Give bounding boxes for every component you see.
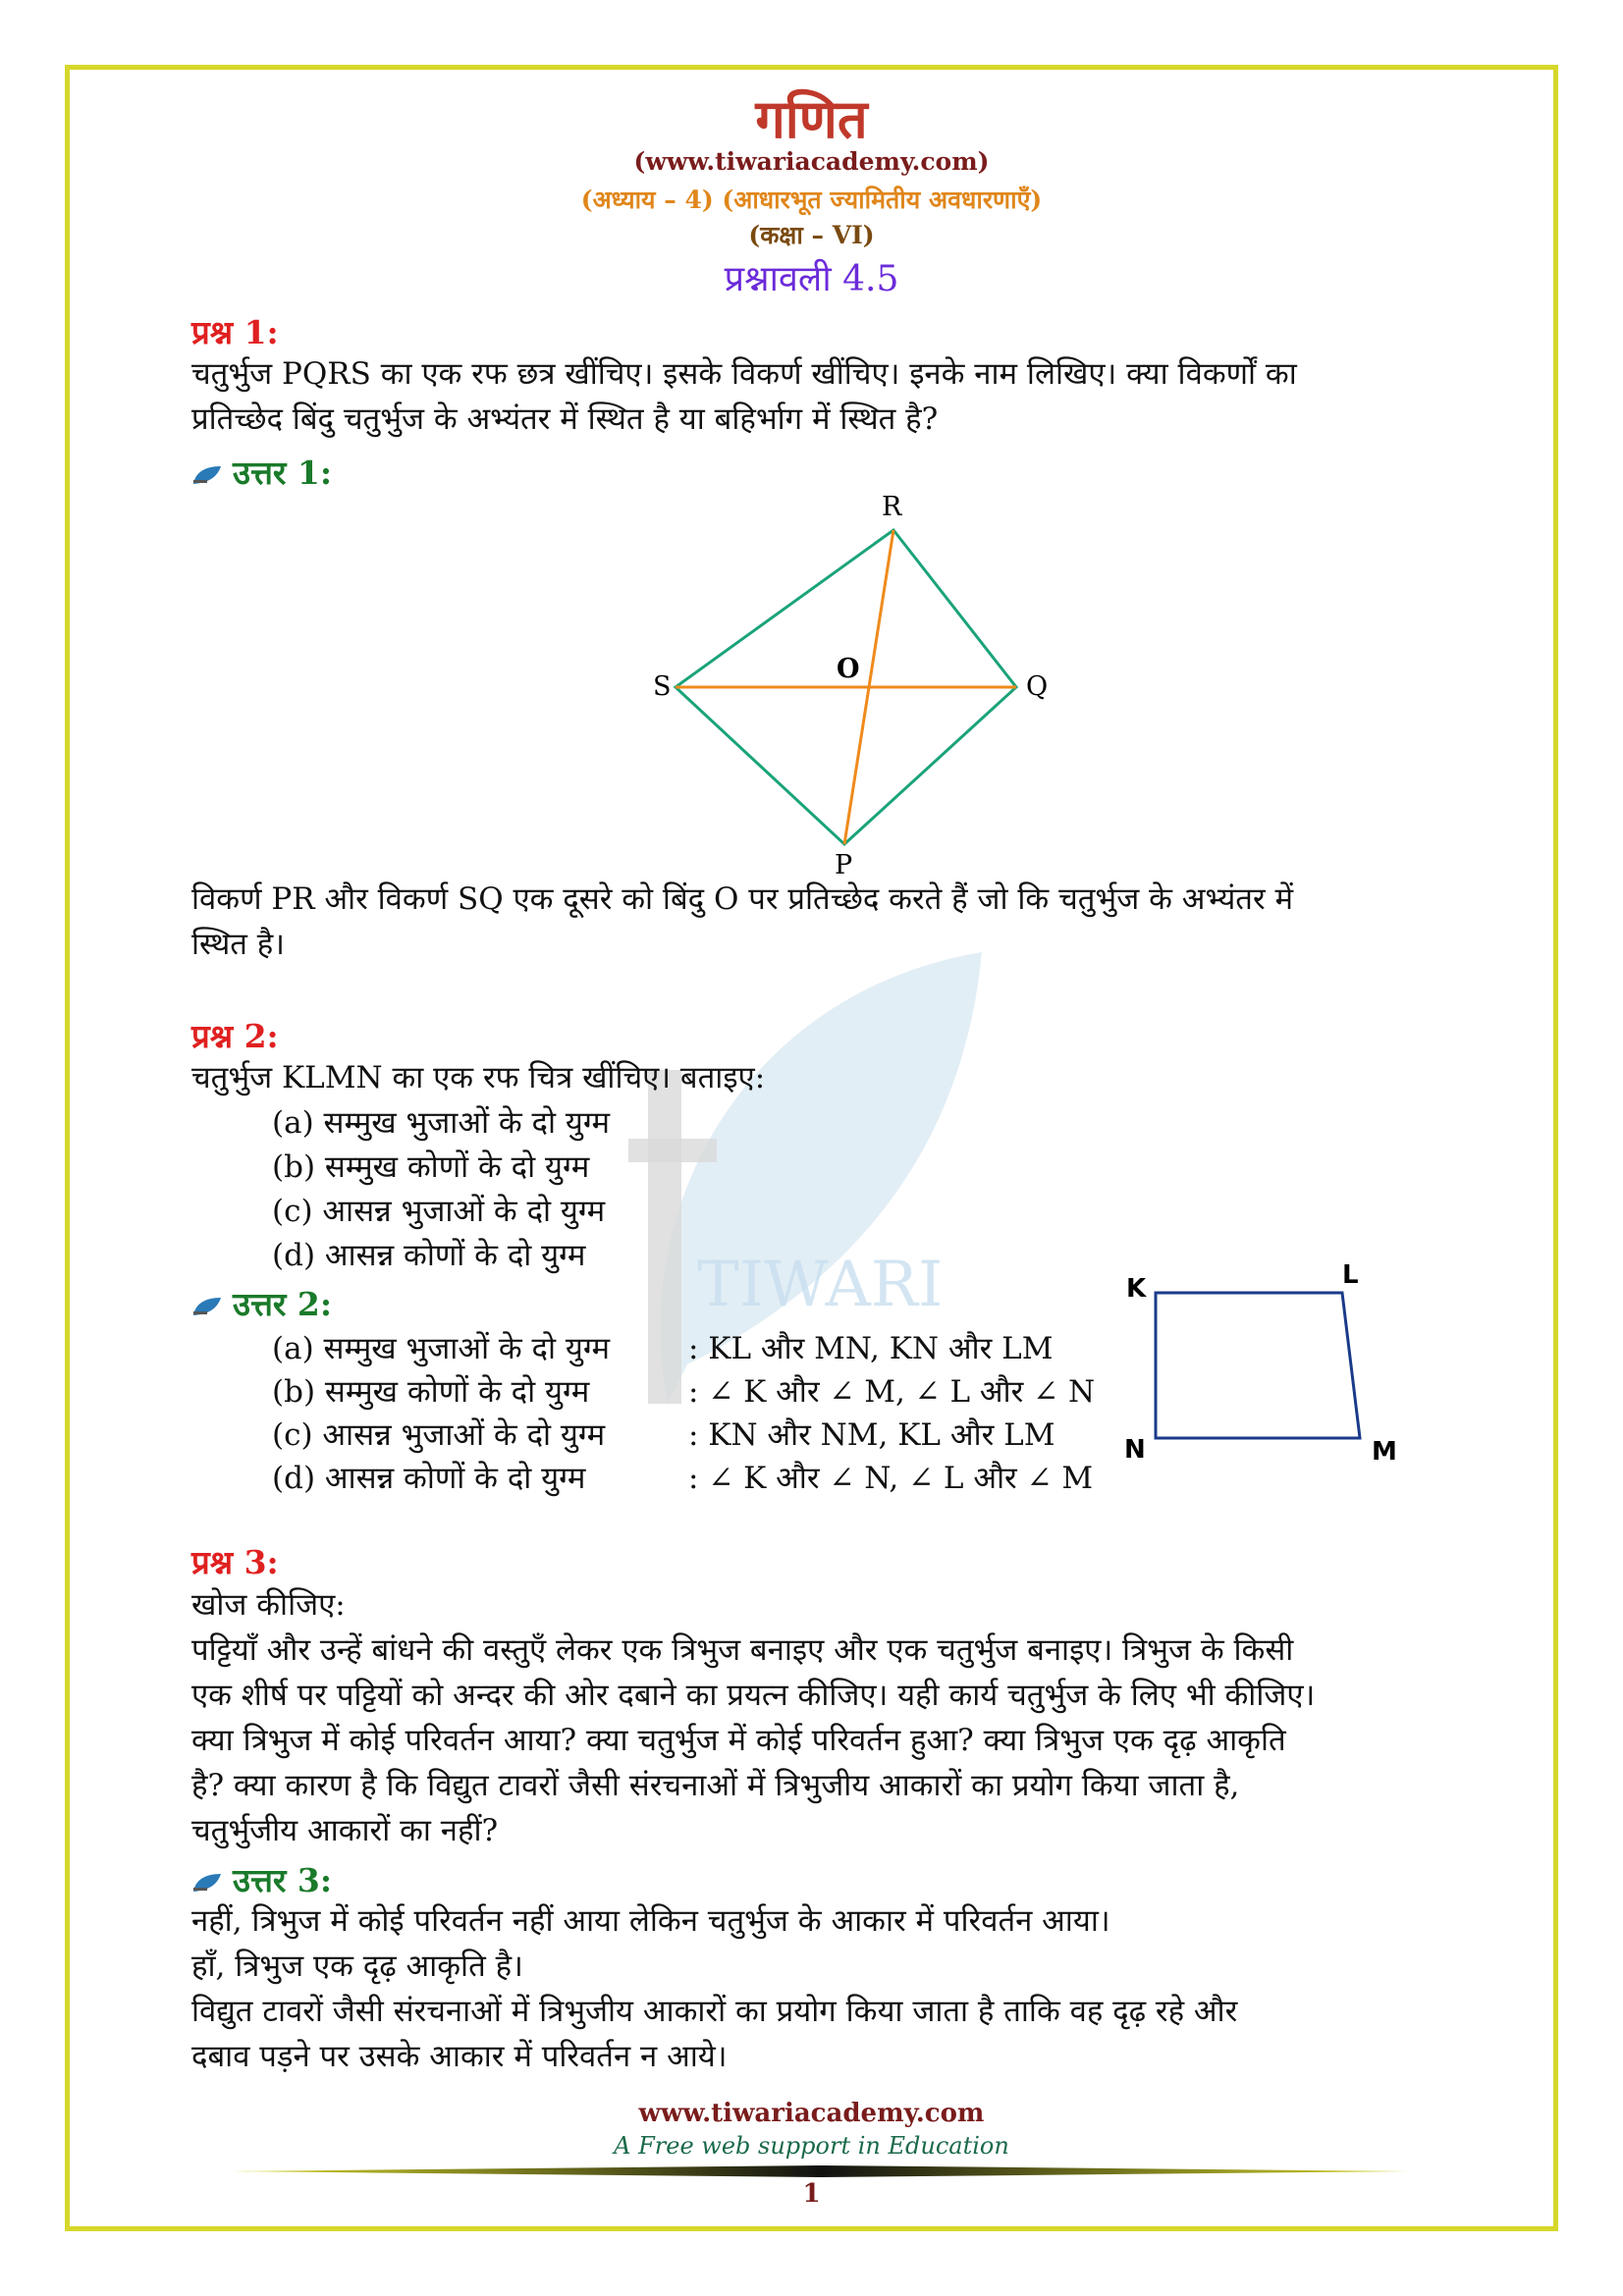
subject-title: गणित [755,87,868,150]
vertex-m-label: M [1372,1437,1397,1467]
answer-3-line-1: नहीं, त्रिभुज में कोई परिवर्तन नहीं आया लेकिन चतुर्भुज के आकार में परिवर्तन आया। [191,1903,1110,1939]
leaf-icon [191,464,223,486]
question-3-line-6: चतुर्भुजीय आकारों का नहीं? [191,1813,499,1848]
quadrilateral-pqrs-diagram [638,481,1070,883]
question-2-line-1: चतुर्भुज KLMN का एक रफ चित्र खींचिए। बताइए: [191,1060,766,1095]
answer-2-row-d-value: : ∠ K और ∠ N, ∠ L और ∠ M [688,1461,1094,1496]
class-label: (कक्षा – VI) [748,221,875,249]
question-3-label: प्रश्न 3: [191,1543,279,1581]
question-3-line-3: एक शीर्ष पर पट्टियों को अन्दर की ओर दबाने का प्रयत्न कीजिए। यही कार्य चतुर्भुज के लिए भी कीजिए। [191,1678,1316,1713]
leaf-icon [191,1872,223,1894]
answer-2-label: उत्तर 2: [233,1285,333,1323]
vertex-s-label: S [653,671,672,702]
footer-divider [232,2165,1410,2177]
vertex-q-label: Q [1026,671,1049,702]
question-3-line-2: पट्टियाँ और उन्हें बांधने की वस्तुएँ लेकर एक त्रिभुज बनाइए और एक चतुर्भुज बनाइए। त्रिभुज के किसी [191,1632,1294,1668]
answer-3-heading [191,1857,332,1901]
question-1-label: प्रश्न 1: [191,313,279,351]
quadrilateral-klmn [1156,1293,1360,1438]
question-3-line-1: खोज कीजिए: [191,1587,346,1623]
answer-3-line-2: हाँ, त्रिभुज एक दृढ़ आकृति है। [191,1949,523,1984]
answer-1-heading [191,450,332,494]
answer-3-line-4: दबाव पड़ने पर उसके आकार में परिवर्तन न आये। [191,2039,728,2074]
vertex-r-label: R [882,492,902,522]
question-3-line-4: क्या त्रिभुज में कोई परिवर्तन आया? क्या चतुर्भुज में कोई परिवर्तन हुआ? क्या त्रिभुज एक दृढ़ आकृति [191,1723,1286,1758]
footer-site-link[interactable]: www.tiwariacademy.com [638,2099,985,2128]
question-2-item-a: (a) सम्मुख भुजाओं के दो युग्म [272,1105,611,1141]
answer-2-row-a-value: : KL और MN, KN और LM [688,1331,1054,1366]
answer-1-line-2: स्थित है। [191,927,286,962]
footer-tagline: A Free web support in Education [614,2132,1009,2160]
answer-2-row-b-label: (b) सम्मुख कोणों के दो युग्म [272,1374,590,1410]
answer-1-label: उत्तर 1: [233,454,333,492]
question-2-item-c: (c) आसन्न भुजाओं के दो युग्म [272,1194,606,1229]
answer-2-row-c-value: : KN और NM, KL और LM [688,1417,1055,1453]
vertex-n-label: N [1124,1435,1146,1465]
answer-3-line-3: विद्युत टावरों जैसी संरचनाओं में त्रिभुजीय आकारों का प्रयोग किया जाता है ताकि वह दृढ़ रहे और [191,1994,1238,2029]
vertex-l-label: L [1342,1261,1359,1290]
answer-2-heading [191,1281,332,1325]
question-2-item-b: (b) सम्मुख कोणों के दो युग्म [272,1149,590,1185]
question-2-label: प्रश्न 2: [191,1017,279,1055]
answer-2-row-a-label: (a) सम्मुख भुजाओं के दो युग्म [272,1331,611,1366]
watermark-text: TIWARI [697,1249,944,1321]
vertex-k-label: K [1126,1274,1147,1304]
answer-2-row-d-label: (d) आसन्न कोणों के दो युग्म [272,1461,586,1496]
question-3-line-5: है? क्या कारण है कि विद्युत टावरों जैसी संरचनाओं में त्रिभुजीय आकारों का प्रयोग किया जाता है, [191,1768,1240,1803]
header-site: (www.tiwariacademy.com) [633,147,990,176]
quadrilateral-klmn-diagram [1114,1261,1429,1468]
vertex-p-label: P [835,850,853,881]
question-1-line-2: प्रतिच्छेद बिंदु चतुर्भुज के अभ्यंतर में स्थित है या बहिर्भाग में स्थित है? [191,401,939,437]
page-number: 1 [802,2179,821,2209]
answer-1-line-1: विकर्ण PR और विकर्ण SQ एक दूसरे को बिंदु O पर प्रतिच्छेद करते हैं जो कि चतुर्भुज के अभ्यंतर में [191,881,1294,917]
answer-2-row-c-label: (c) आसन्न भुजाओं के दो युग्म [272,1417,606,1453]
intersection-o-label: O [837,654,860,684]
exercise-title: प्रश्नावली 4.5 [724,259,899,299]
answer-2-row-b-value: : ∠ K और ∠ M, ∠ L और ∠ N [688,1374,1096,1410]
answer-3-label: उत्तर 3: [233,1861,333,1899]
question-1-line-1: चतुर्भुज PQRS का एक रफ छत्र खींचिए। इसके विकर्ण खींचिए। इनके नाम लिखिए। क्या विकर्णों का [191,356,1297,392]
chapter-title: (अध्याय – 4) (आधारभूत ज्यामितीय अवधारणाएँ) [580,186,1043,214]
leaf-icon [191,1296,223,1317]
question-2-item-d: (d) आसन्न कोणों के दो युग्म [272,1238,586,1273]
